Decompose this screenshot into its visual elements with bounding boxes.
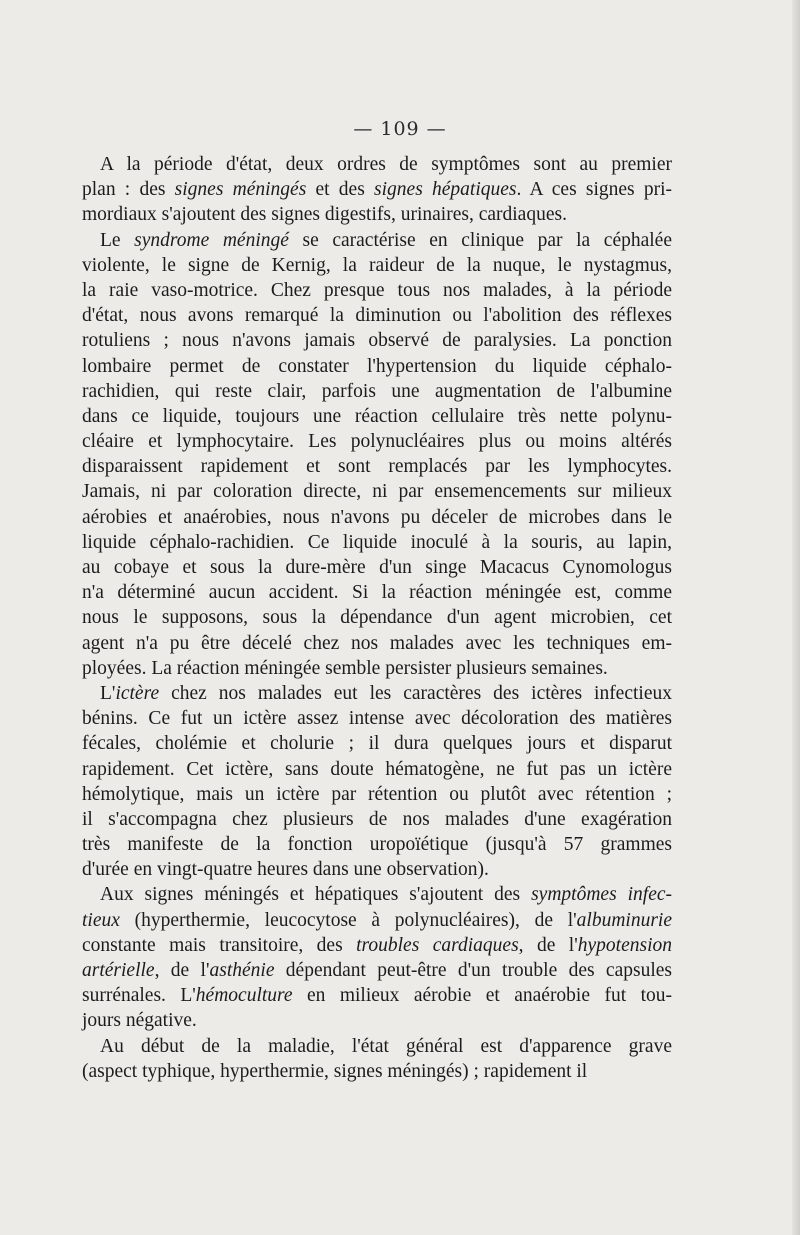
italic-term: hypotension (577, 934, 672, 956)
text-run: plan : des (82, 179, 175, 201)
italic-term: signes hépatiques (374, 179, 517, 201)
text-line (82, 832, 672, 857)
page-edge (792, 0, 800, 1235)
text-run: constante mais transitoire, des (82, 934, 357, 956)
text-line (82, 731, 672, 756)
italic-term: tieux (82, 909, 120, 931)
text-line (82, 555, 672, 580)
text-run: , de l' (154, 960, 210, 981)
text-line (82, 379, 672, 404)
text-run: Aux signes méningés et hépatiques s'ajoutent des (100, 884, 532, 906)
text-line (82, 908, 672, 933)
text-run: la raie vaso-motrice. Chez presque tous nos malades, à la période (82, 279, 672, 301)
text-line (82, 479, 672, 504)
text-line (82, 202, 672, 227)
text-run: fécales, cholémie et cholurie ; il dura quelques jours et disparut (82, 733, 672, 755)
text-line (82, 328, 672, 353)
text-line (82, 605, 672, 630)
text-line (82, 354, 672, 379)
text-run: . A ces signes pri- (516, 179, 673, 201)
text-line (82, 782, 672, 807)
text-run: cléaire et lymphocytaire. Les polynucléaires plus ou moins altérés (82, 431, 672, 453)
text-run: Le (100, 229, 135, 251)
text-run: très manifeste de la fonction uropoïétique (jusqu'à 57 grammes (82, 834, 672, 856)
text-run: liquide céphalo-rachidien. Ce liquide inoculé à la souris, au lapin, (82, 531, 672, 553)
text-run: au cobaye et sous la dure-mère d'un singe Macacus Cynomologus (82, 557, 672, 578)
text-line (82, 983, 672, 1008)
text-run: jours négative. (82, 1010, 197, 1032)
text-run: rapidement. Cet ictère, sans doute hématogène, ne fut pas un ictère (82, 758, 672, 780)
text-line (82, 681, 672, 706)
text-line (82, 404, 672, 429)
text-run: Au début de la maladie, l'état général est d'apparence grave (100, 1035, 672, 1057)
italic-term: asthénie (209, 960, 275, 981)
text-run: se caractérise en clinique par la céphalée (288, 229, 672, 251)
italic-term: troubles cardiaques (356, 934, 519, 956)
italic-term: artérielle (82, 960, 155, 981)
text-run: , de l' (518, 934, 578, 956)
text-line (82, 580, 672, 605)
italic-term: syndrome méningé (134, 229, 289, 251)
text-line (82, 933, 672, 958)
text-line (82, 1008, 672, 1033)
text-run: d'état, nous avons remarqué la diminution ou l'abolition des réflexes (82, 305, 672, 327)
italic-term: signes méningés (174, 179, 307, 201)
text-run: en milieux aérobie et anaérobie fut tou- (292, 985, 672, 1007)
text-line (82, 454, 672, 479)
text-line (82, 656, 672, 681)
text-line (82, 1059, 672, 1084)
text-line (82, 303, 672, 328)
text-run: agent n'a pu être décelé chez nos malades avec les techniques em- (82, 632, 672, 654)
text-line (82, 807, 672, 832)
text-line (82, 530, 672, 555)
text-run: rachidien, qui reste clair, parfois une augmentation de l'albumine (82, 380, 672, 402)
body-text (82, 152, 672, 1084)
text-line (82, 958, 672, 983)
text-line (82, 278, 672, 303)
text-line (82, 857, 672, 882)
italic-term: hémoculture (195, 985, 293, 1007)
text-line (82, 177, 672, 202)
text-run: dépendant peut-être d'un trouble des capsules (274, 960, 672, 981)
page-number: — 109 — (353, 118, 447, 140)
text-run: nous le supposons, sous la dépendance d'un agent microbien, cet (82, 607, 672, 629)
text-run: mordiaux s'ajoutent des signes digestifs, urinaires, cardiaques. (82, 204, 567, 226)
text-line (82, 882, 672, 907)
text-run: surrénales. L' (82, 985, 196, 1007)
text-run: Jamais, ni par coloration directe, ni par ensemencements sur milieux (82, 481, 672, 503)
text-line (82, 505, 672, 530)
text-line (82, 253, 672, 278)
text-line (82, 228, 672, 253)
text-run: (hyperthermie, leucocytose à polynucléaires), de l' (119, 909, 577, 931)
italic-term: ictère (115, 682, 160, 704)
italic-term: symptômes infec- (531, 884, 673, 906)
text-run: L' (100, 682, 116, 704)
text-line (82, 429, 672, 454)
text-run: rotuliens ; nous n'avons jamais observé de paralysies. La ponction (82, 330, 672, 352)
text-run: ployées. La réaction méningée semble persister plusieurs semaines. (82, 657, 608, 679)
text-run: il s'accompagna chez plusieurs de nos malades d'une exagération (82, 808, 672, 830)
text-run: violente, le signe de Kernig, la raideur de la nuque, le nystagmus, (82, 254, 672, 276)
text-line (82, 757, 672, 782)
text-run: bénins. Ce fut un ictère assez intense avec décoloration des matières (82, 708, 672, 730)
text-run: chez nos malades eut les caractères des ictères infectieux (159, 682, 672, 704)
text-run: n'a déterminé aucun accident. Si la réaction méningée est, comme (82, 582, 672, 604)
text-line (82, 1034, 672, 1059)
text-run: d'urée en vingt-quatre heures dans une observation). (82, 859, 489, 881)
text-line (82, 631, 672, 656)
text-line (82, 706, 672, 731)
text-run: dans ce liquide, toujours une réaction cellulaire très nette polynu- (82, 405, 672, 427)
text-run: (aspect typhique, hyperthermie, signes méningés) ; rapidement il (82, 1060, 588, 1082)
text-run: aérobies et anaérobies, nous n'avons pu déceler de microbes dans le (82, 506, 672, 528)
text-run: et des (306, 179, 375, 201)
text-run: A la période d'état, deux ordres de symptômes sont au premier (100, 154, 672, 175)
text-run: hémolytique, mais un ictère par rétention ou plutôt avec rétention ; (82, 783, 672, 805)
italic-term: albuminurie (576, 909, 672, 931)
text-run: disparaissent rapidement et sont remplacés par les lymphocytes. (82, 456, 672, 478)
text-line (82, 152, 672, 177)
text-run: lombaire permet de constater l'hypertension du liquide céphalo- (82, 355, 672, 377)
